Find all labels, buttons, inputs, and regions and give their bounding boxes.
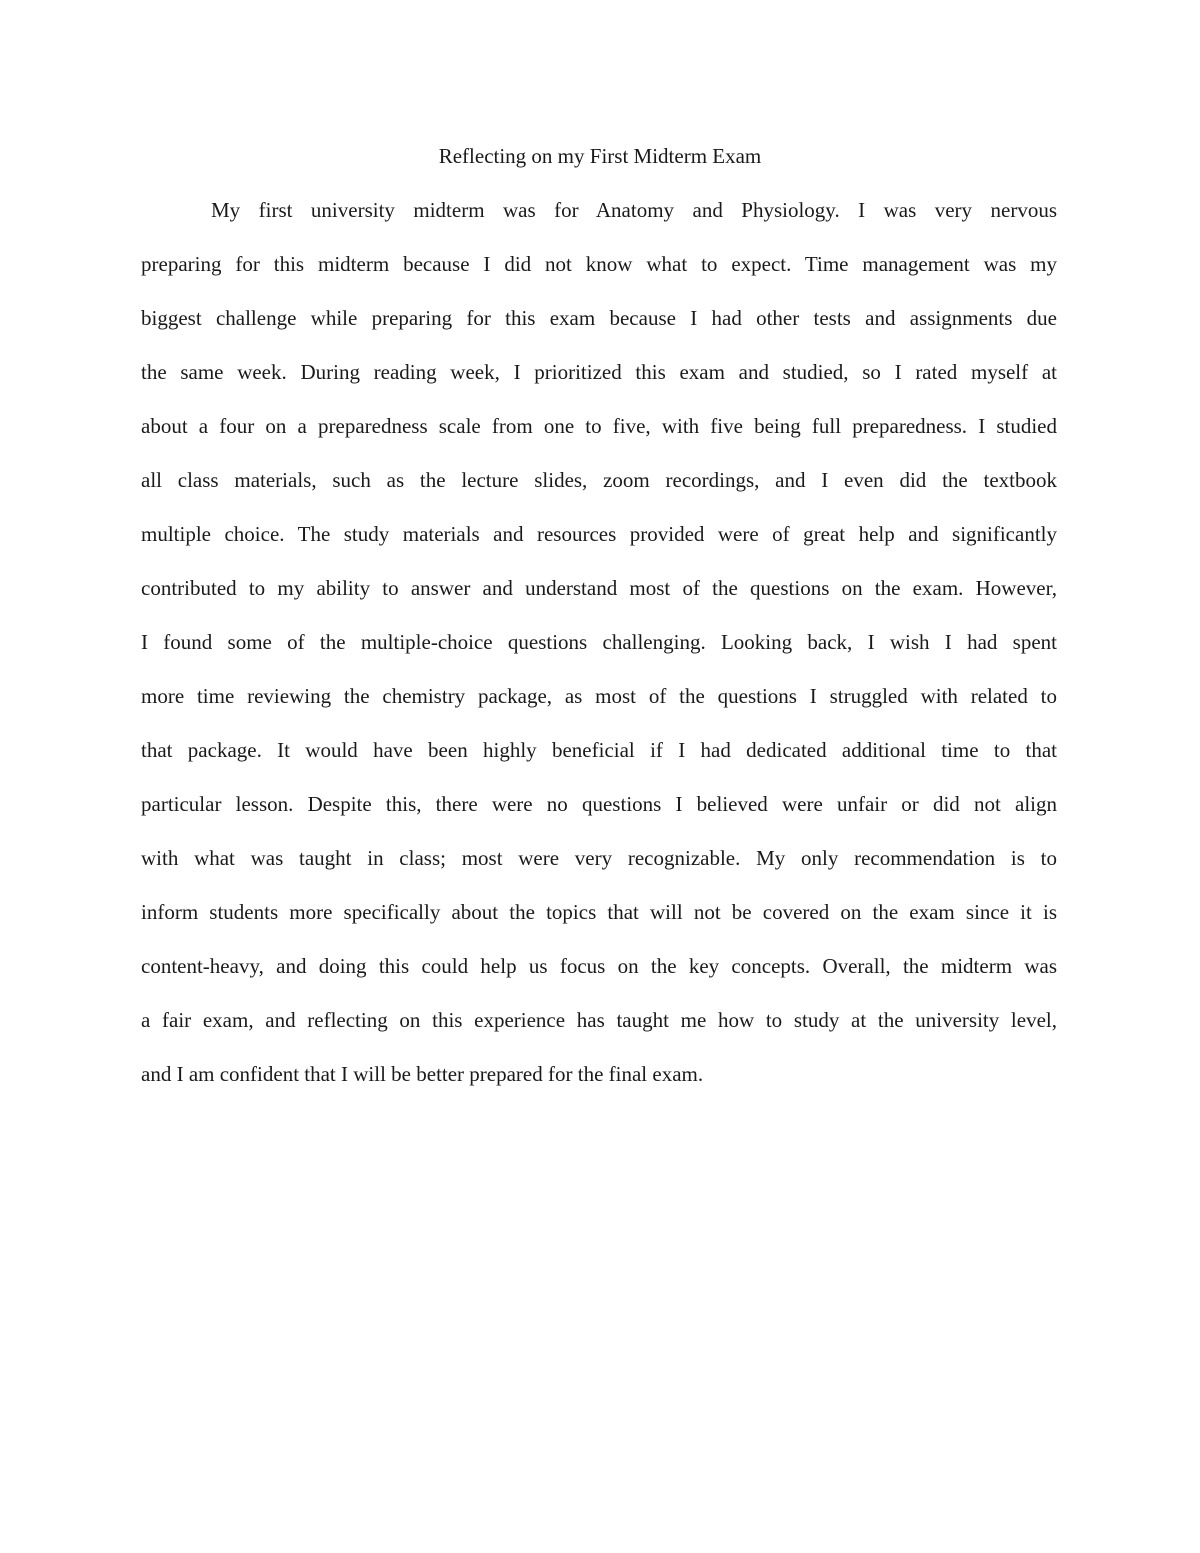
paragraph-line: about a four on a preparedness scale from one to five, with five being full preparedness. I studied <box>141 414 1057 438</box>
paragraph-line: all class materials, such as the lecture slides, zoom recordings, and I even did the textbook <box>141 468 1057 492</box>
paragraph-line: contributed to my ability to answer and understand most of the questions on the exam. However, <box>141 576 1057 600</box>
paragraph-line: the same week. During reading week, I prioritized this exam and studied, so I rated myself at <box>141 360 1057 384</box>
document-title: Reflecting on my First Midterm Exam <box>438 144 762 168</box>
paragraph-line: My first university midterm was for Anatomy and Physiology. I was very nervous <box>211 198 1057 222</box>
paragraph-line: and I am confident that I will be better prepared for the final exam. <box>141 1062 704 1086</box>
paragraph-line: inform students more specifically about the topics that will not be covered on the exam since it is <box>141 900 1057 924</box>
paragraph-line: multiple choice. The study materials and resources provided were of great help and significantly <box>141 522 1057 546</box>
paragraph-line: a fair exam, and reflecting on this experience has taught me how to study at the university level, <box>141 1008 1057 1032</box>
paragraph-line: preparing for this midterm because I did not know what to expect. Time management was my <box>141 252 1057 276</box>
paragraph-line: that package. It would have been highly beneficial if I had dedicated additional time to that <box>141 738 1057 762</box>
paragraph-line: content-heavy, and doing this could help us focus on the key concepts. Overall, the midterm was <box>141 954 1057 978</box>
paragraph-line: I found some of the multiple-choice questions challenging. Looking back, I wish I had spent <box>141 630 1057 654</box>
paragraph-line: more time reviewing the chemistry package, as most of the questions I struggled with related to <box>141 684 1057 708</box>
body-paragraph <box>141 195 1057 1113</box>
paragraph-line: particular lesson. Despite this, there were no questions I believed were unfair or did not align <box>141 792 1057 816</box>
paragraph-line: biggest challenge while preparing for this exam because I had other tests and assignments due <box>141 306 1057 330</box>
paragraph-line: with what was taught in class; most were very recognizable. My only recommendation is to <box>141 846 1057 870</box>
